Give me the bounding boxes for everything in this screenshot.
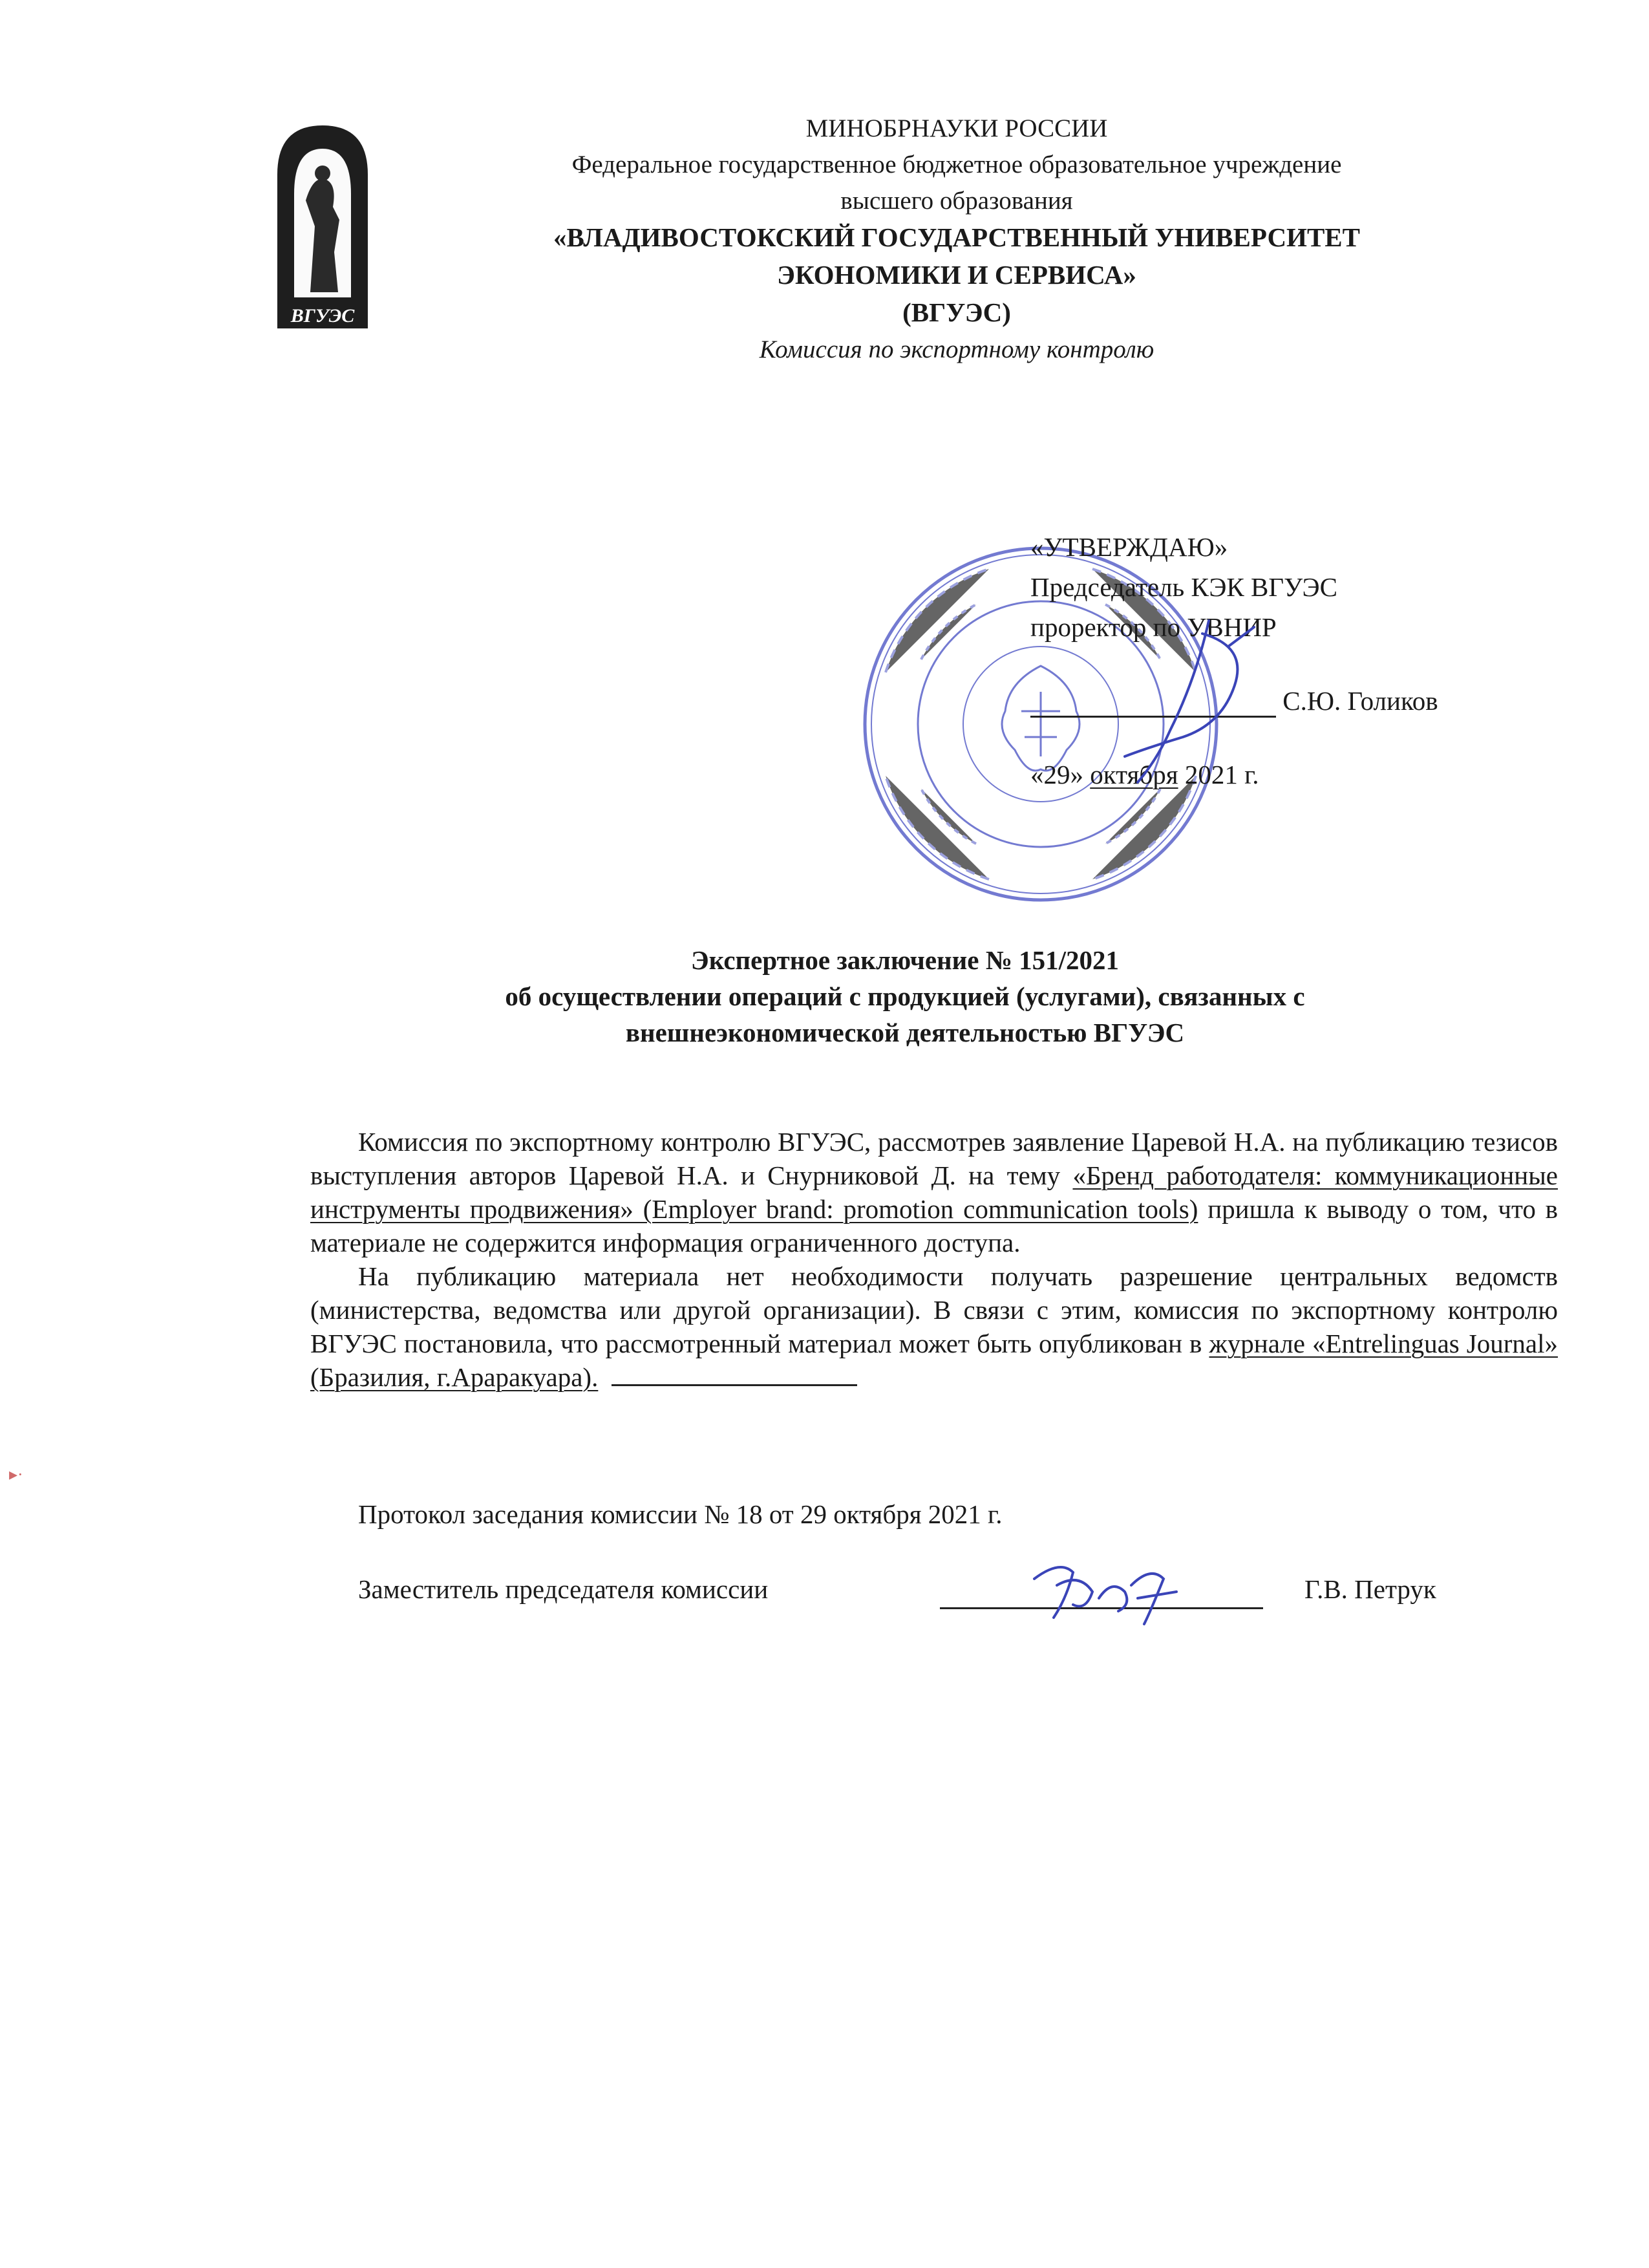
university-name-1: «ВЛАДИВОСТОКСКИЙ ГОСУДАРСТВЕННЫЙ УНИВЕРСИТЕТ	[553, 222, 1360, 252]
approval-date-month: октября	[1090, 760, 1178, 789]
protocol-line: Протокол заседания комиссии № 18 от 29 октября 2021 г.	[358, 1499, 1003, 1529]
paragraph-conclusion	[310, 1125, 1558, 1259]
approval-date-year: 2021 г.	[1184, 760, 1259, 789]
approval-date-day: «29»	[1030, 760, 1083, 789]
scan-edge-mark: ▸·	[9, 1465, 23, 1484]
document-title: Экспертное заключение № 151/2021	[690, 945, 1120, 975]
institution-type-2: высшего образования	[840, 187, 1073, 215]
university-abbreviation: (ВГУЭС)	[902, 297, 1011, 327]
p2-start: На публикацию материала нет необходимости получать разрешение центральных ведомств (министерства, ведомства или другой организации). В связи с этим, комиссия по экспортному контролю ВГУЭС постановила, что рассмотренный материал может быть опубликован в	[310, 1261, 1558, 1358]
approver-signature	[1099, 608, 1286, 802]
publication-topic: «Бренд работодателя: коммуникационные инструменты продвижения» (Employer brand: promotion communication tools)	[310, 1161, 1558, 1224]
deputy-title: Заместитель председателя комиссии	[358, 1574, 769, 1604]
approve-word: «УТВЕРЖДАЮ»	[1030, 532, 1228, 562]
ministry-name: МИНОБРНАУКИ РОССИИ	[805, 114, 1108, 142]
approver-name: С.Ю. Голиков	[1282, 686, 1438, 716]
fill-line	[612, 1365, 857, 1386]
commission-name: Комиссия по экспортному контролю	[759, 336, 1154, 363]
p1-start: Комиссия по экспортному контролю ВГУЭС, рассмотрев заявление Царевой Н.А. на публикацию тезисов выступления авторов Царевой Н.А. и Снурниковой Д. на тему	[310, 1127, 1558, 1190]
p1-end: пришла к выводу о том, что в материале не содержится информация ограниченного доступа.	[310, 1194, 1559, 1257]
document-subtitle-1: об осуществлении операций с продукцией (услугами), связанных с	[505, 981, 1305, 1011]
deputy-name: Г.В. Петрук	[1304, 1574, 1436, 1604]
journal-name: журнале «Entrelinguas Journal» (Бразилия, г.Араракуара).	[310, 1329, 1559, 1392]
university-name-2: ЭКОНОМИКИ И СЕРВИСА»	[777, 260, 1136, 290]
deputy-signature	[1021, 1553, 1189, 1631]
body-text	[310, 1125, 1558, 1394]
logo-text: ВГУЭС	[290, 305, 355, 326]
institution-type-1: Федеральное государственное бюджетное образовательное учреждение	[571, 151, 1342, 178]
approver-position-1: Председатель КЭК ВГУЭС	[1030, 572, 1337, 602]
paragraph-decision	[310, 1259, 1558, 1394]
university-logo	[275, 123, 370, 328]
approver-position-2: проректор по УВНИР	[1030, 612, 1277, 642]
document-subtitle-2: внешнеэкономической деятельностью ВГУЭС	[625, 1018, 1185, 1047]
